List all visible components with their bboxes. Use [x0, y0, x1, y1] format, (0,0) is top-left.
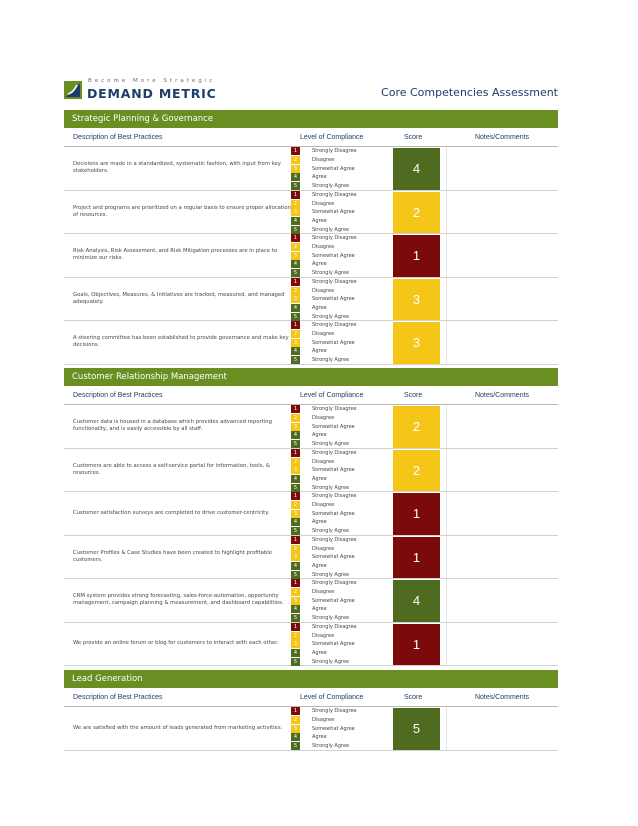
compliance-label: Somewhat Agree [312, 510, 355, 517]
column-headers [64, 386, 558, 405]
compliance-label: Agree [312, 261, 327, 268]
compliance-option[interactable] [291, 570, 391, 579]
practice-row [64, 278, 558, 322]
header-score: Score [404, 694, 423, 701]
compliance-option[interactable] [291, 431, 391, 440]
compliance-label: Strongly Agree [312, 658, 350, 665]
compliance-option[interactable] [291, 295, 391, 304]
section-title: Customer Relationship Management [64, 368, 558, 386]
compliance-option[interactable] [291, 338, 391, 347]
header-level: Level of Compliance [300, 392, 364, 399]
practice-row [64, 449, 558, 493]
practice-description: Customers are able to access a self-service portal for information, tools, & resources. [73, 462, 270, 476]
compliance-option[interactable] [291, 260, 391, 269]
compliance-number: 3 [291, 553, 300, 561]
compliance-label: Strongly Disagree [312, 493, 357, 500]
compliance-number: 2 [291, 200, 300, 208]
compliance-number: 5 [291, 356, 300, 364]
compliance-number: 2 [291, 501, 300, 509]
compliance-label: Disagree [312, 331, 335, 338]
compliance-label: Strongly Disagree [312, 278, 357, 285]
notes-cell[interactable] [446, 191, 558, 234]
compliance-levels[interactable] [291, 234, 391, 277]
practice-description: A steering committee has been established to provide governance and make key decisions. [73, 335, 289, 349]
compliance-levels[interactable] [291, 278, 391, 321]
compliance-label: Disagree [312, 415, 335, 422]
notes-cell[interactable] [446, 147, 558, 190]
compliance-number: 1 [291, 579, 300, 587]
compliance-levels[interactable] [291, 707, 391, 750]
header-description: Description of Best Practices [73, 694, 163, 701]
compliance-label: Strongly Disagree [312, 536, 357, 543]
compliance-label: Agree [312, 649, 327, 656]
compliance-number: 4 [291, 518, 300, 526]
compliance-option[interactable] [291, 527, 391, 536]
compliance-number: 1 [291, 191, 300, 199]
compliance-label: Strongly Agree [312, 357, 350, 364]
compliance-number: 1 [291, 492, 300, 500]
compliance-number: 2 [291, 414, 300, 422]
header-description: Description of Best Practices [73, 392, 163, 399]
compliance-label: Disagree [312, 157, 335, 164]
practice-description: Decisions are made in a standardized, systematic fashion, with input from key stakeholders. [73, 161, 281, 175]
score-box[interactable]: 3 [393, 279, 440, 321]
compliance-option[interactable] [291, 191, 391, 200]
practice-row [64, 536, 558, 580]
column-headers [64, 688, 558, 707]
notes-cell[interactable] [446, 707, 558, 750]
compliance-option[interactable] [291, 182, 391, 191]
compliance-label: Somewhat Agree [312, 209, 355, 216]
compliance-option[interactable] [291, 518, 391, 527]
score-box[interactable]: 1 [393, 235, 440, 277]
compliance-option[interactable] [291, 147, 391, 156]
page-title: Core Competencies Assessment [381, 86, 558, 99]
compliance-option[interactable] [291, 649, 391, 658]
compliance-option[interactable] [291, 164, 391, 173]
practice-row [64, 321, 558, 365]
compliance-label: Strongly Disagree [312, 708, 357, 715]
practice-row [64, 492, 558, 536]
compliance-label: Somewhat Agree [312, 339, 355, 346]
compliance-label: Disagree [312, 545, 335, 552]
compliance-label: Disagree [312, 502, 335, 509]
header-notes: Notes/Comments [474, 134, 530, 141]
compliance-label: Strongly Agree [312, 571, 350, 578]
compliance-option[interactable] [291, 440, 391, 449]
compliance-label: Disagree [312, 287, 335, 294]
practice-row [64, 623, 558, 667]
score-box[interactable]: 1 [393, 624, 440, 666]
compliance-number: 4 [291, 304, 300, 312]
practice-row [64, 579, 558, 623]
compliance-option[interactable] [291, 457, 391, 466]
notes-cell[interactable] [446, 449, 558, 492]
score-box[interactable]: 4 [393, 580, 440, 622]
compliance-label: Agree [312, 475, 327, 482]
compliance-number: 4 [291, 475, 300, 483]
compliance-number: 3 [291, 725, 300, 733]
compliance-label: Strongly Agree [312, 743, 350, 750]
header-score: Score [404, 392, 423, 399]
compliance-number: 3 [291, 640, 300, 648]
compliance-number: 3 [291, 339, 300, 347]
compliance-number: 1 [291, 623, 300, 631]
compliance-label: Strongly Disagree [312, 623, 357, 630]
compliance-option[interactable] [291, 742, 391, 751]
compliance-option[interactable] [291, 422, 391, 431]
header-score: Score [404, 134, 423, 141]
compliance-label: Agree [312, 432, 327, 439]
compliance-option[interactable] [291, 707, 391, 716]
compliance-option[interactable] [291, 304, 391, 313]
brand-name: DEMAND METRIC [87, 86, 217, 101]
compliance-label: Strongly Disagree [312, 406, 357, 413]
score-box[interactable]: 2 [393, 192, 440, 234]
compliance-number: 2 [291, 545, 300, 553]
score-box[interactable]: 2 [393, 450, 440, 492]
compliance-option[interactable] [291, 199, 391, 208]
score-box[interactable]: 4 [393, 148, 440, 190]
compliance-option[interactable] [291, 579, 391, 588]
compliance-number: 4 [291, 605, 300, 613]
demand-metric-logo-icon [64, 81, 82, 99]
notes-cell[interactable] [446, 321, 558, 364]
compliance-label: Strongly Agree [312, 484, 350, 491]
header-notes: Notes/Comments [474, 392, 530, 399]
compliance-number: 2 [291, 458, 300, 466]
compliance-number: 2 [291, 287, 300, 295]
compliance-label: Disagree [312, 717, 335, 724]
compliance-label: Agree [312, 217, 327, 224]
compliance-option[interactable] [291, 243, 391, 252]
compliance-option[interactable] [291, 553, 391, 562]
practice-description: Customer satisfaction surveys are completed to drive customer-centricity. [73, 509, 270, 516]
compliance-levels[interactable] [291, 623, 391, 666]
compliance-number: 3 [291, 510, 300, 518]
compliance-number: 5 [291, 440, 300, 448]
compliance-option[interactable] [291, 234, 391, 243]
compliance-label: Strongly Agree [312, 313, 350, 320]
compliance-number: 3 [291, 252, 300, 260]
compliance-number: 5 [291, 182, 300, 190]
compliance-option[interactable] [291, 208, 391, 217]
compliance-label: Somewhat Agree [312, 554, 355, 561]
compliance-label: Strongly Agree [312, 270, 350, 277]
compliance-option[interactable] [291, 347, 391, 356]
compliance-label: Agree [312, 606, 327, 613]
compliance-number: 5 [291, 614, 300, 622]
compliance-label: Agree [312, 562, 327, 569]
compliance-option[interactable] [291, 405, 391, 414]
compliance-option[interactable] [291, 631, 391, 640]
compliance-number: 5 [291, 484, 300, 492]
header-notes: Notes/Comments [474, 694, 530, 701]
compliance-number: 2 [291, 632, 300, 640]
practice-description: Goals, Objectives, Measures, & Initiatives are tracked, measured, and managed adequately. [73, 291, 285, 305]
compliance-option[interactable] [291, 217, 391, 226]
compliance-label: Strongly Disagree [312, 148, 357, 155]
compliance-option[interactable] [291, 312, 391, 321]
compliance-label: Strongly Disagree [312, 322, 357, 329]
notes-cell[interactable] [446, 536, 558, 579]
compliance-label: Strongly Agree [312, 226, 350, 233]
compliance-label: Agree [312, 519, 327, 526]
compliance-number: 4 [291, 733, 300, 741]
header-level: Level of Compliance [300, 694, 364, 701]
compliance-option[interactable] [291, 605, 391, 614]
compliance-label: Disagree [312, 200, 335, 207]
compliance-option[interactable] [291, 173, 391, 182]
score-box[interactable]: 2 [393, 406, 440, 448]
compliance-label: Agree [312, 734, 327, 741]
section [64, 670, 558, 751]
compliance-number: 3 [291, 423, 300, 431]
compliance-option[interactable] [291, 286, 391, 295]
compliance-option[interactable] [291, 225, 391, 234]
compliance-number: 3 [291, 295, 300, 303]
compliance-label: Somewhat Agree [312, 296, 355, 303]
practice-description: Customer Profiles & Case Studies have been created to highlight profitable customers. [73, 549, 272, 563]
header-description: Description of Best Practices [73, 134, 163, 141]
compliance-number: 2 [291, 330, 300, 338]
compliance-option[interactable] [291, 330, 391, 339]
compliance-label: Agree [312, 304, 327, 311]
header-level: Level of Compliance [300, 134, 364, 141]
compliance-number: 3 [291, 165, 300, 173]
section [64, 110, 558, 365]
compliance-number: 1 [291, 449, 300, 457]
compliance-label: Strongly Disagree [312, 191, 357, 198]
practice-description: Risk Analysis, Risk Assessment, and Risk Mitigation processes are in place to minimize our risks. [73, 248, 278, 262]
compliance-label: Strongly Agree [312, 183, 350, 190]
compliance-number: 2 [291, 588, 300, 596]
compliance-number: 1 [291, 321, 300, 329]
compliance-number: 2 [291, 243, 300, 251]
brand-logo [64, 78, 224, 104]
compliance-number: 4 [291, 649, 300, 657]
compliance-label: Disagree [312, 458, 335, 465]
compliance-levels[interactable] [291, 191, 391, 234]
compliance-label: Strongly Agree [312, 441, 350, 448]
compliance-label: Strongly Disagree [312, 449, 357, 456]
notes-cell[interactable] [446, 623, 558, 666]
compliance-option[interactable] [291, 724, 391, 733]
compliance-option[interactable] [291, 716, 391, 725]
score-box[interactable]: 1 [393, 493, 440, 535]
brand-tagline: Become More Strategic [88, 78, 216, 84]
practice-row [64, 234, 558, 278]
compliance-number: 2 [291, 156, 300, 164]
compliance-number: 5 [291, 313, 300, 321]
compliance-levels[interactable] [291, 147, 391, 190]
compliance-option[interactable] [291, 483, 391, 492]
compliance-label: Somewhat Agree [312, 597, 355, 604]
score-box[interactable]: 5 [393, 708, 440, 750]
compliance-option[interactable] [291, 475, 391, 484]
compliance-levels[interactable] [291, 492, 391, 535]
compliance-levels[interactable] [291, 536, 391, 579]
compliance-option[interactable] [291, 623, 391, 632]
compliance-label: Strongly Agree [312, 528, 350, 535]
column-headers [64, 128, 558, 147]
compliance-option[interactable] [291, 614, 391, 623]
compliance-number: 4 [291, 173, 300, 181]
compliance-option[interactable] [291, 544, 391, 553]
compliance-label: Agree [312, 174, 327, 181]
compliance-number: 5 [291, 269, 300, 277]
compliance-number: 4 [291, 562, 300, 570]
compliance-number: 5 [291, 571, 300, 579]
compliance-levels[interactable] [291, 405, 391, 448]
section [64, 368, 558, 666]
score-box[interactable]: 3 [393, 322, 440, 364]
compliance-number: 3 [291, 208, 300, 216]
compliance-number: 5 [291, 742, 300, 750]
compliance-option[interactable] [291, 414, 391, 423]
compliance-option[interactable] [291, 501, 391, 510]
compliance-option[interactable] [291, 640, 391, 649]
compliance-number: 4 [291, 347, 300, 355]
compliance-number: 4 [291, 431, 300, 439]
compliance-number: 1 [291, 405, 300, 413]
compliance-label: Disagree [312, 632, 335, 639]
compliance-label: Somewhat Agree [312, 423, 355, 430]
notes-cell[interactable] [446, 278, 558, 321]
practice-description: We are satisfied with the amount of leads generated from marketing activities. [73, 724, 283, 731]
compliance-label: Strongly Agree [312, 615, 350, 622]
compliance-number: 1 [291, 278, 300, 286]
compliance-option[interactable] [291, 156, 391, 165]
practice-description: Customer data is housed in a database which provides advanced reporting functionality, and is easily accessible by all staff. [73, 419, 273, 433]
compliance-number: 1 [291, 536, 300, 544]
compliance-label: Somewhat Agree [312, 165, 355, 172]
compliance-option[interactable] [291, 596, 391, 605]
practice-row [64, 405, 558, 449]
practice-description: We provide an online forum or blog for customers to interact with each other. [73, 640, 279, 647]
compliance-label: Strongly Disagree [312, 580, 357, 587]
compliance-option[interactable] [291, 356, 391, 365]
score-box[interactable]: 1 [393, 537, 440, 579]
notes-cell[interactable] [446, 234, 558, 277]
compliance-levels[interactable] [291, 321, 391, 364]
compliance-number: 3 [291, 466, 300, 474]
compliance-option[interactable] [291, 562, 391, 571]
compliance-levels[interactable] [291, 449, 391, 492]
practice-description: CRM system provides strong forecasting, sales-force-automation, opportunity management, campaign planning & measurement, and dashboard capabilities. [73, 593, 284, 607]
compliance-label: Agree [312, 348, 327, 355]
compliance-option[interactable] [291, 251, 391, 260]
section-title: Lead Generation [64, 670, 558, 688]
practice-description: Project and programs are prioritized on a regular basis to ensure proper allocation of resources. [73, 204, 292, 218]
compliance-option[interactable] [291, 278, 391, 287]
compliance-number: 5 [291, 658, 300, 666]
practice-row [64, 191, 558, 235]
compliance-option[interactable] [291, 466, 391, 475]
compliance-levels[interactable] [291, 579, 391, 622]
compliance-label: Strongly Disagree [312, 235, 357, 242]
compliance-number: 4 [291, 260, 300, 268]
practice-row [64, 147, 558, 191]
compliance-option[interactable] [291, 733, 391, 742]
compliance-option[interactable] [291, 588, 391, 597]
section-title: Strategic Planning & Governance [64, 110, 558, 128]
notes-cell[interactable] [446, 492, 558, 535]
compliance-option[interactable] [291, 449, 391, 458]
compliance-label: Somewhat Agree [312, 725, 355, 732]
compliance-option[interactable] [291, 536, 391, 545]
compliance-number: 2 [291, 716, 300, 724]
compliance-number: 5 [291, 226, 300, 234]
notes-cell[interactable] [446, 405, 558, 448]
notes-cell[interactable] [446, 579, 558, 622]
compliance-number: 1 [291, 707, 300, 715]
practice-row [64, 707, 558, 751]
compliance-label: Disagree [312, 244, 335, 251]
compliance-option[interactable] [291, 509, 391, 518]
compliance-number: 4 [291, 217, 300, 225]
compliance-option[interactable] [291, 657, 391, 666]
compliance-option[interactable] [291, 269, 391, 278]
compliance-number: 1 [291, 147, 300, 155]
compliance-label: Disagree [312, 589, 335, 596]
compliance-number: 5 [291, 527, 300, 535]
compliance-label: Somewhat Agree [312, 467, 355, 474]
compliance-number: 3 [291, 597, 300, 605]
compliance-option[interactable] [291, 492, 391, 501]
compliance-option[interactable] [291, 321, 391, 330]
compliance-number: 1 [291, 234, 300, 242]
compliance-label: Somewhat Agree [312, 641, 355, 648]
compliance-label: Somewhat Agree [312, 252, 355, 259]
